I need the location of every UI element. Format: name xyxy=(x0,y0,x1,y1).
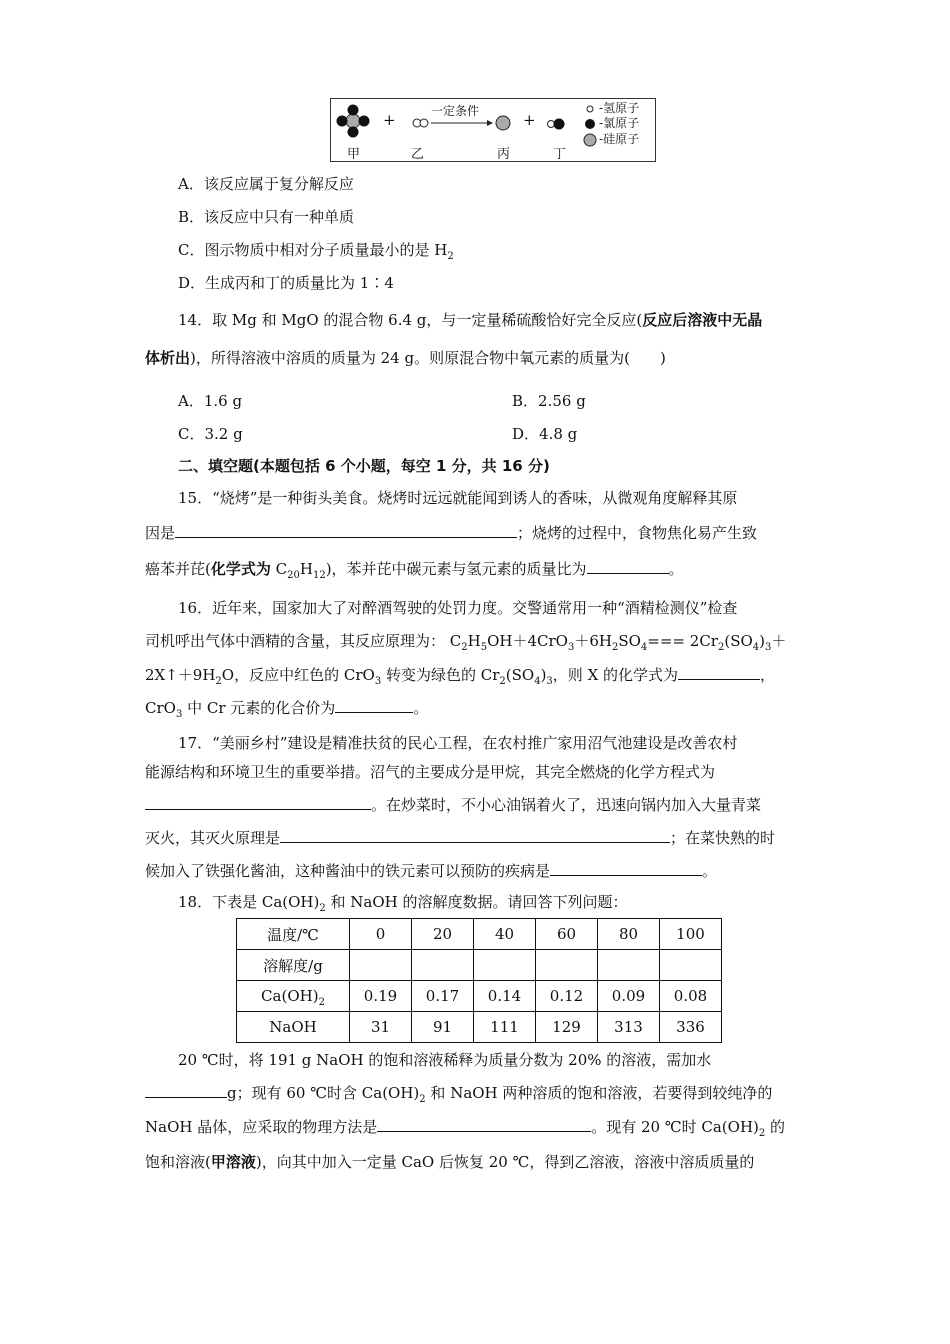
q15-blank-2[interactable] xyxy=(587,558,669,574)
molecule-jia xyxy=(337,105,370,138)
table-cell xyxy=(474,950,536,981)
molecule-ding xyxy=(548,119,565,130)
q18-para-4: 饱和溶液(甲溶液)，向其中加入一定量 CaO 后恢复 20 ℃，得到乙溶液，溶液中溶质质量的 xyxy=(145,1153,755,1171)
table-cell: $Ca(OH)_2$ xyxy=(237,981,350,1012)
q18-para-2: g；现有 60 ℃时含 $Ca(OH)_2$ 和 NaOH 两种溶质的饱和溶液，若要得到较纯净的 xyxy=(145,1082,772,1103)
q15-blank-1[interactable] xyxy=(175,522,517,538)
table-row xyxy=(237,1012,722,1043)
q17-line-5: 候加入了铁强化酱油，这种酱油中的铁元素可以预防的疾病是 。 xyxy=(145,862,718,880)
arrow-label: 一定条件 xyxy=(431,104,480,118)
table-cell: 91 xyxy=(412,1012,474,1043)
table-cell xyxy=(412,950,474,981)
q14-option-b: B．2.56 g xyxy=(512,392,586,410)
q16-line-2: 司机呼出气体中酒精的含量，其反应原理为： $C_2H_5OH+4CrO_3+6H_2SO_4=== 2Cr_2(SO_4)_3+$ xyxy=(145,632,787,653)
table-cell: 129 xyxy=(536,1012,598,1043)
q18-intro: 18．下表是 $Ca(OH)_2$ 和 NaOH 的溶解度数据。请回答下列问题： xyxy=(178,893,628,914)
q18-blank-1[interactable] xyxy=(145,1082,227,1098)
legend-si-icon xyxy=(584,134,596,146)
legend-h: -氢原子 xyxy=(599,101,640,115)
q13-option-c: C．图示物质中相对分子质量最小的是 $H_2$ xyxy=(178,241,454,262)
section-2-heading: 二、填空题(本题包括 6 个小题，每空 1 分，共 16 分) xyxy=(178,457,550,475)
solubility-table xyxy=(236,918,722,1043)
table-cell: 111 xyxy=(474,1012,536,1043)
plus-1: + xyxy=(383,111,396,129)
q18-blank-2[interactable] xyxy=(377,1116,591,1132)
q14-line-1: 14．取 Mg 和 MgO 的混合物 6.4 g，与一定量稀硫酸恰好完全反应(反应后溶液中无晶 xyxy=(178,311,763,329)
table-cell: 0.19 xyxy=(350,981,412,1012)
q17-blank-1[interactable] xyxy=(145,794,371,810)
q17-line-3: 。在炒菜时，不小心油锅着火了，迅速向锅内加入大量青菜 xyxy=(145,794,761,815)
q14-option-a: A．1.6 g xyxy=(178,392,243,410)
table-cell: 31 xyxy=(350,1012,412,1043)
table-cell: 20 xyxy=(412,919,474,950)
table-cell: 温度/℃ xyxy=(237,919,350,950)
q16-line-3: $2X↑+9H_2O$，反应中红色的 CrO$_3$ 转变为绿色的 $Cr_2(SO_4)_3$，则 X 的化学式为 ， xyxy=(145,666,776,687)
table-cell: 0.14 xyxy=(474,981,536,1012)
q16-line-1: 16．近年来，国家加大了对醉酒驾驶的处罚力度。交警通常用一种“酒精检测仪”检查 xyxy=(178,599,738,617)
q16-blank-2[interactable] xyxy=(335,697,413,713)
table-cell: 0 xyxy=(350,919,412,950)
table-cell: 溶解度/g xyxy=(237,950,350,981)
q13-option-d: D．生成丙和丁的质量比为 1∶4 xyxy=(178,274,394,292)
table-cell: 336 xyxy=(660,1012,722,1043)
q13-option-b: B．该反应中只有一种单质 xyxy=(178,208,355,226)
q16-line-4: CrO$_3$ 中 Cr 元素的化合价为 。 xyxy=(145,699,429,720)
table-cell: 60 xyxy=(536,919,598,950)
arrow-head xyxy=(487,120,493,126)
table-cell: 0.17 xyxy=(412,981,474,1012)
q17-blank-3[interactable] xyxy=(550,860,702,876)
table-cell xyxy=(350,950,412,981)
table-cell: 40 xyxy=(474,919,536,950)
label-yi: 乙 xyxy=(411,147,425,162)
q17-line-1: 17．“美丽乡村”建设是精准扶贫的民心工程，在农村推广家用沼气池建设是改善农村 xyxy=(178,734,738,752)
table-row xyxy=(237,950,722,981)
legend-cl: -氯原子 xyxy=(599,116,640,130)
label-bing: 丙 xyxy=(497,147,511,162)
table-cell: 0.08 xyxy=(660,981,722,1012)
molecule-bing xyxy=(496,116,510,130)
legend-si: -硅原子 xyxy=(599,132,640,146)
table-cell: 80 xyxy=(598,919,660,950)
q15-line-2: 因是 ；烧烤的过程中，食物焦化易产生致 xyxy=(145,524,758,542)
table-row xyxy=(237,981,722,1012)
table-cell xyxy=(660,950,722,981)
table-cell xyxy=(536,950,598,981)
molecule-yi xyxy=(413,119,428,127)
plus-2: + xyxy=(523,111,536,129)
q18-para-1: 20 ℃时，将 191 g NaOH 的饱和溶液稀释为质量分数为 20% 的溶液，需加水 xyxy=(178,1051,712,1069)
table-cell: NaOH xyxy=(237,1012,350,1043)
q18-para-3: NaOH 晶体，应采取的物理方法是 。现有 20 ℃时 $Ca(OH)_2$ 的 xyxy=(145,1118,786,1139)
legend-h-icon xyxy=(587,106,593,112)
q17-line-4: 灭火，其灭火原理是 ；在菜快熟的时 xyxy=(145,829,776,847)
q14-option-d: D．4.8 g xyxy=(512,425,578,443)
table-cell: 0.09 xyxy=(598,981,660,1012)
table-cell: 313 xyxy=(598,1012,660,1043)
table-row xyxy=(237,919,722,950)
table-cell: 0.12 xyxy=(536,981,598,1012)
table-cell: 100 xyxy=(660,919,722,950)
q14-line-2: 体析出)，所得溶液中溶质的质量为 24 g。则原混合物中氧元素的质量为( ) xyxy=(145,349,666,367)
q15-line-1: 15．“烧烤”是一种街头美食。烧烤时远远就能闻到诱人的香味，从微观角度解释其原 xyxy=(178,489,738,507)
q16-blank-1[interactable] xyxy=(678,664,760,680)
q17-blank-2[interactable] xyxy=(280,827,670,843)
q15-line-3: 癌苯并芘(化学式为 $C_{20}H_{12}$)，苯并芘中碳元素与氢元素的质量比为 。 xyxy=(145,560,684,581)
legend-cl-icon xyxy=(585,119,595,129)
q14-option-c: C．3.2 g xyxy=(178,425,243,443)
table-cell xyxy=(598,950,660,981)
q17-line-2: 能源结构和环境卫生的重要举措。沼气的主要成分是甲烷，其完全燃烧的化学方程式为 xyxy=(145,763,716,781)
reaction-diagram xyxy=(330,98,656,162)
label-ding: 丁 xyxy=(553,147,567,162)
label-jia: 甲 xyxy=(347,147,361,162)
q13-option-a: A．该反应属于复分解反应 xyxy=(178,175,354,193)
